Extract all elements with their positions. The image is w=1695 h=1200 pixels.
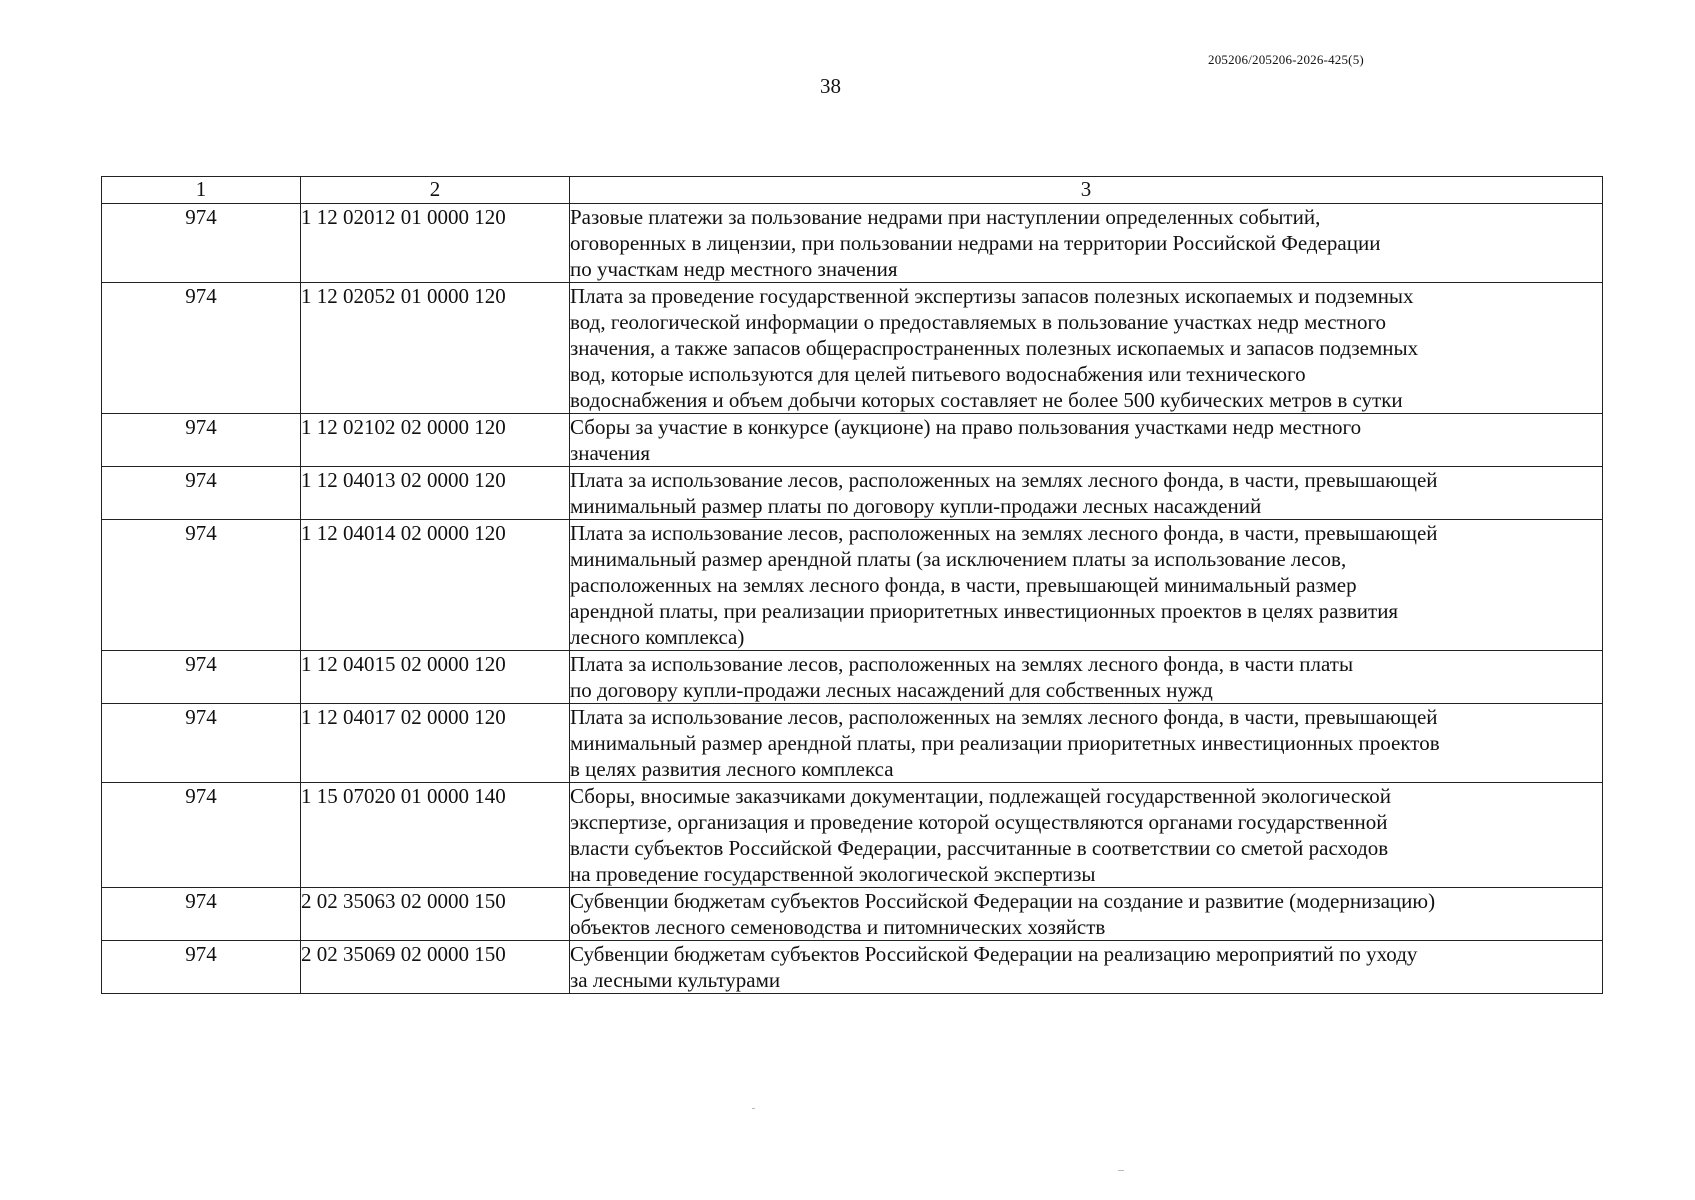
description-cell: Плата за проведение государственной экспертизы запасов полезных ископаемых и подземных вод, геологической информации о предоставляемых в пользование участках недр местного значения, а также запасов общераспространенных полезных ископаемых и запасов подземных вод, которые используются для целей питьевого водоснабжения или технического водоснабжения и объем добычи которых составляет не более 500 кубических метров в сутки — [570, 283, 1603, 414]
budget-code-cell: 1 12 04013 02 0000 120 — [301, 467, 570, 520]
budget-code-cell: 1 12 02102 02 0000 120 — [301, 414, 570, 467]
description-cell: Субвенции бюджетам субъектов Российской Федерации на реализацию мероприятий по уходу за лесными культурами — [570, 941, 1603, 994]
description-cell: Разовые платежи за пользование недрами при наступлении определенных событий, оговоренных в лицензии, при пользовании недрами на территории Российской Федерации по участкам недр местного значения — [570, 204, 1603, 283]
admin-code-cell: 974 — [102, 467, 301, 520]
description-cell: Плата за использование лесов, расположенных на землях лесного фонда, в части, превышающей минимальный размер арендной платы (за исключением платы за использование лесов, расположенных на землях лесного фонда, в части, превышающей минимальный размер арендной платы, при реализации приоритетных инвестиционных проектов в целях развития лесного комплекса) — [570, 520, 1603, 651]
page-number: 38 — [820, 74, 841, 98]
admin-code-cell: 974 — [102, 283, 301, 414]
admin-code-cell: 974 — [102, 783, 301, 888]
column-header-1: 1 — [102, 177, 301, 204]
table-row — [102, 783, 1603, 888]
admin-code-cell: 974 — [102, 704, 301, 783]
scan-speck — [752, 1108, 755, 1109]
budget-code-cell: 1 12 02052 01 0000 120 — [301, 283, 570, 414]
budget-code-cell: 1 12 04015 02 0000 120 — [301, 651, 570, 704]
admin-code-cell: 974 — [102, 414, 301, 467]
table-body — [102, 204, 1603, 994]
description-cell: Сборы за участие в конкурсе (аукционе) на право пользования участками недр местного значения — [570, 414, 1603, 467]
description-cell: Сборы, вносимые заказчиками документации, подлежащей государственной экологической экспертизе, организация и проведение которой осуществляются органами государственной власти субъектов Российской Федерации, рассчитанные в соответствии со сметой расходов на проведение государственной экологической экспертизы — [570, 783, 1603, 888]
admin-code-cell: 974 — [102, 651, 301, 704]
admin-code-cell: 974 — [102, 204, 301, 283]
table-header — [102, 177, 1603, 204]
scan-speck — [1118, 1170, 1124, 1171]
table-row — [102, 467, 1603, 520]
column-header-2: 2 — [301, 177, 570, 204]
header-row — [102, 177, 1603, 204]
admin-code-cell: 974 — [102, 941, 301, 994]
column-header-3: 3 — [570, 177, 1603, 204]
admin-code-cell: 974 — [102, 888, 301, 941]
table-row — [102, 888, 1603, 941]
description-cell: Субвенции бюджетам субъектов Российской Федерации на создание и развитие (модернизацию) объектов лесного семеноводства и питомнических хозяйств — [570, 888, 1603, 941]
description-cell: Плата за использование лесов, расположенных на землях лесного фонда, в части платы по договору купли-продажи лесных насаждений для собственных нужд — [570, 651, 1603, 704]
table-row — [102, 941, 1603, 994]
description-cell: Плата за использование лесов, расположенных на землях лесного фонда, в части, превышающей минимальный размер платы по договору купли-продажи лесных насаждений — [570, 467, 1603, 520]
budget-code-cell: 1 12 04017 02 0000 120 — [301, 704, 570, 783]
budget-code-cell: 1 12 04014 02 0000 120 — [301, 520, 570, 651]
revenue-codes-table — [101, 176, 1603, 994]
budget-code-cell: 1 15 07020 01 0000 140 — [301, 783, 570, 888]
table-row — [102, 651, 1603, 704]
table-row — [102, 283, 1603, 414]
document-id: 205206/205206-2026-425(5) — [1208, 52, 1364, 67]
admin-code-cell: 974 — [102, 520, 301, 651]
table-row — [102, 520, 1603, 651]
table-row — [102, 204, 1603, 283]
table-row — [102, 414, 1603, 467]
table-row — [102, 704, 1603, 783]
budget-code-cell: 2 02 35063 02 0000 150 — [301, 888, 570, 941]
budget-code-cell: 1 12 02012 01 0000 120 — [301, 204, 570, 283]
budget-code-cell: 2 02 35069 02 0000 150 — [301, 941, 570, 994]
description-cell: Плата за использование лесов, расположенных на землях лесного фонда, в части, превышающей минимальный размер арендной платы, при реализации приоритетных инвестиционных проектов в целях развития лесного комплекса — [570, 704, 1603, 783]
